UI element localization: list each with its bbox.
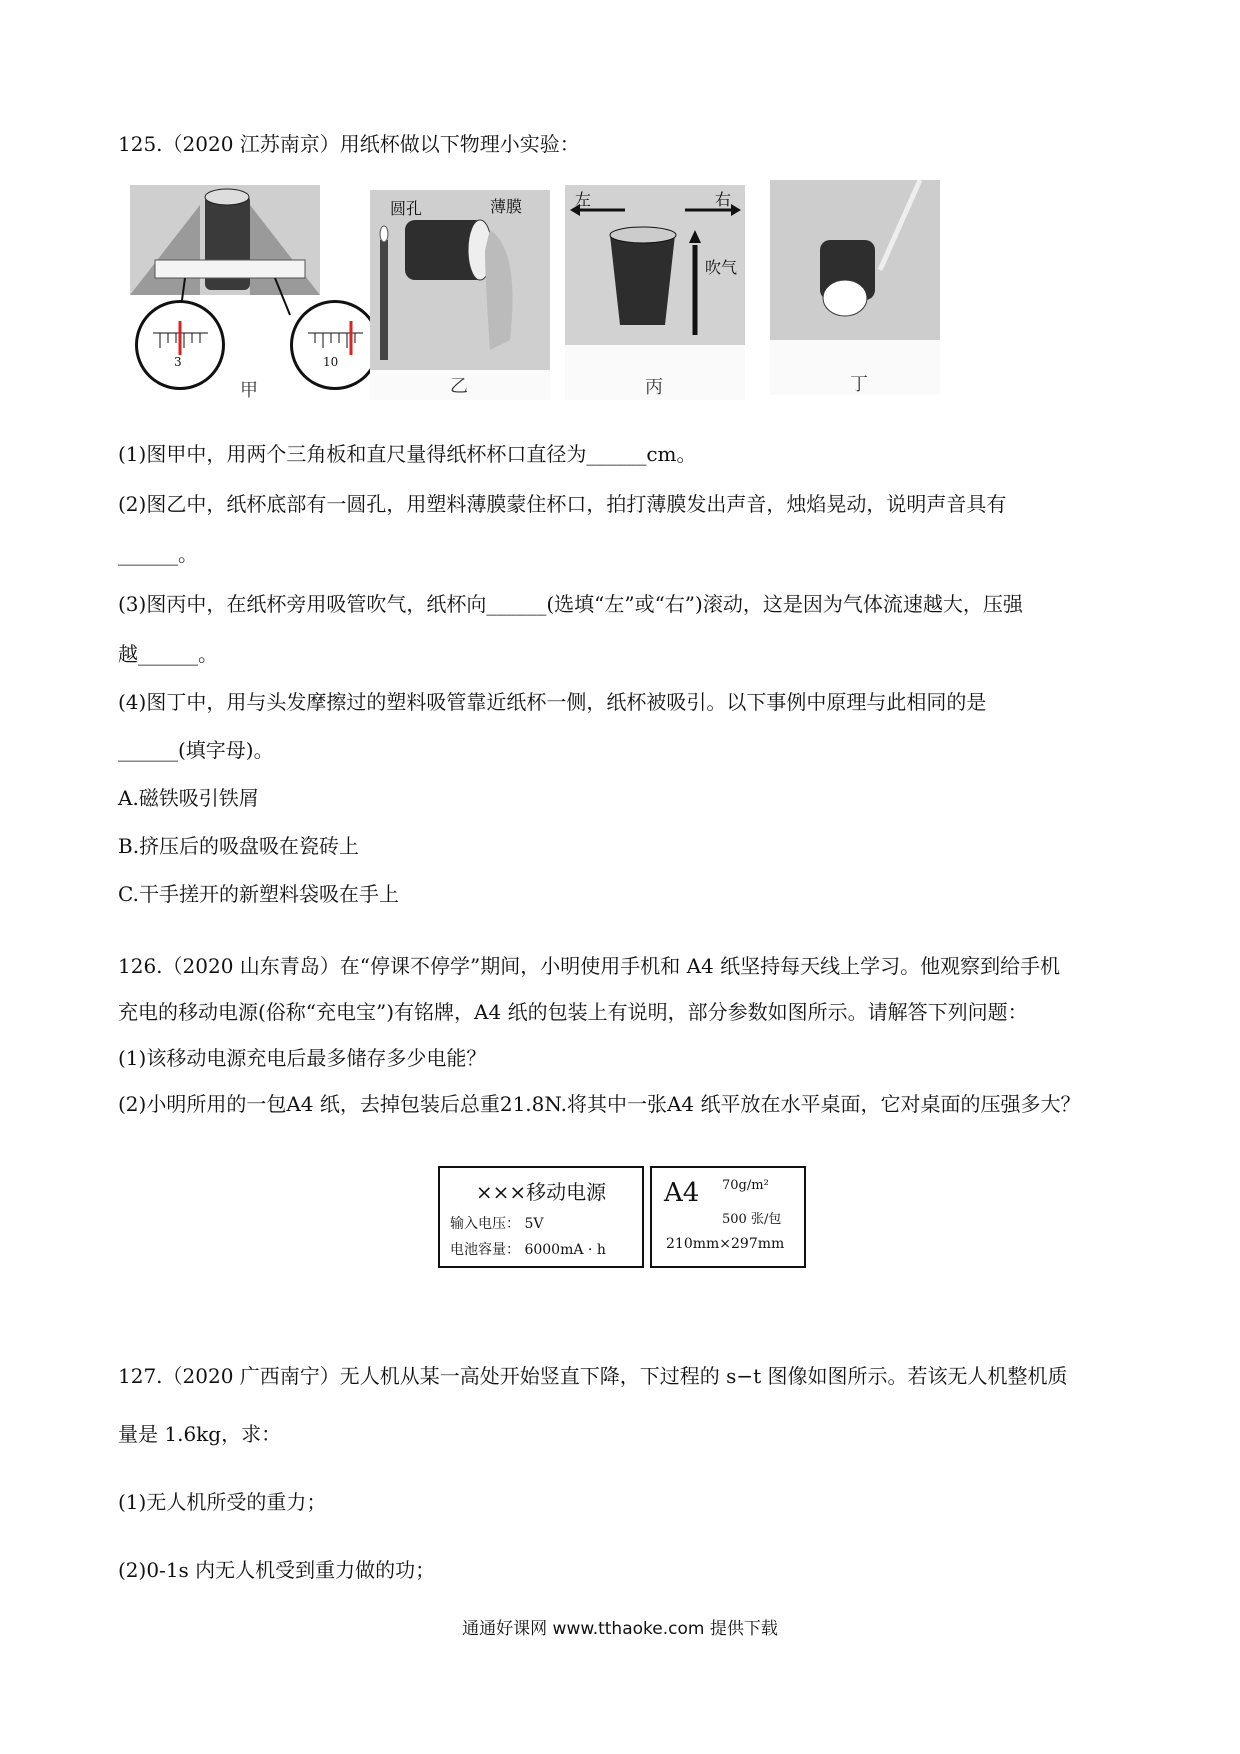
q127-part1: (1)无人机所受的重力； [118, 1490, 327, 1514]
q125-part4a: (4)图丁中，用与头发摩擦过的塑料吸管靠近纸杯一侧，纸杯被吸引。以下事例中原理与此相同的是 [118, 690, 987, 714]
caption-yi: 乙 [450, 376, 468, 397]
label-blow: 吹气 [705, 258, 738, 277]
q125-option-b: B.挤压后的吸盘吸在瓷砖上 [118, 834, 360, 858]
ruler-icon [138, 303, 222, 387]
caption-bing: 丙 [645, 377, 663, 398]
a4-count: 500 张/包 [722, 1212, 782, 1227]
q125-part2b: ______。 [118, 542, 198, 566]
figure-ding-drawing [770, 180, 940, 340]
ruler-icon [293, 303, 377, 387]
q125-title: 125.（2020 江苏南京）用纸杯做以下物理小实验： [118, 132, 580, 156]
scale-callout-right [290, 300, 380, 390]
q125-option-c: C.干手搓开的新塑料袋吸在手上 [118, 882, 399, 906]
q125-part3b: 越______。 [118, 642, 218, 666]
q127-part2: (2)0-1s 内无人机受到重力做的功； [118, 1558, 436, 1582]
a4-paper-label [650, 1166, 806, 1268]
label-hole: 圆孔 [390, 199, 423, 218]
q125-option-a: A.磁铁吸引铁屑 [118, 786, 259, 810]
a4-big-label: A4 [664, 1178, 700, 1208]
q126-part2: (2)小明所用的一包A4 纸，去掉包装后总重21.8N.将其中一张A4 纸平放在水平桌面，它对桌面的压强多大？ [118, 1092, 1081, 1116]
q125-part1: (1)图甲中，用两个三角板和直尺量得纸杯杯口直径为______cm。 [118, 442, 697, 466]
figure-ding [770, 180, 940, 395]
scale-label-left: 3 [174, 355, 182, 369]
caption-ding: 丁 [850, 374, 868, 395]
scale-callout-left [135, 300, 225, 390]
powerbank-capacity: 电池容量： 6000mA · h [450, 1242, 606, 1258]
q125-part4b: ______(填字母)。 [118, 738, 274, 762]
label-left: 左 [575, 190, 592, 209]
label-film: 薄膜 [490, 197, 523, 216]
label-right: 右 [715, 190, 732, 209]
a4-size: 210mm×297mm [666, 1236, 785, 1252]
powerbank-label [438, 1166, 644, 1268]
caption-jia: 甲 [240, 380, 258, 401]
q126-part1: (1)该移动电源充电后最多储存多少电能？ [118, 1046, 487, 1070]
q125-part2a: (2)图乙中，纸杯底部有一圆孔，用塑料薄膜蒙住杯口，拍打薄膜发出声音，烛焰晃动，说明声音具有 [118, 492, 1007, 516]
q126-title-line1: 126.（2020 山东青岛）在“停课不停学”期间，小明使用手机和 A4 纸坚持每天线上学习。他观察到给手机 [118, 954, 1061, 978]
page-footer: 通通好课网 www.tthaoke.com 提供下载 [462, 1619, 778, 1639]
q127-title-line2: 量是 1.6kg，求： [118, 1422, 282, 1446]
scale-label-right: 10 [323, 355, 339, 369]
q126-title-line2: 充电的移动电源(俗称“充电宝”)有铭牌，A4 纸的包装上有说明，部分参数如图所示。请解答下列问题： [118, 1000, 1028, 1024]
figure-yi [370, 190, 550, 400]
a4-weight: 70g/m² [722, 1178, 769, 1193]
figure-bing [565, 185, 745, 400]
q125-part3a: (3)图丙中，在纸杯旁用吸管吹气，纸杯向______(选填“左”或“右”)滚动，这是因为气体流速越大，压强 [118, 592, 1023, 616]
q127-title-line1: 127.（2020 广西南宁）无人机从某一高处开始竖直下降，下过程的 s−t 图像如图所示。若该无人机整机质 [118, 1364, 1068, 1388]
powerbank-input: 输入电压： 5V [450, 1216, 544, 1232]
powerbank-title: ×××移动电源 [475, 1180, 607, 1204]
